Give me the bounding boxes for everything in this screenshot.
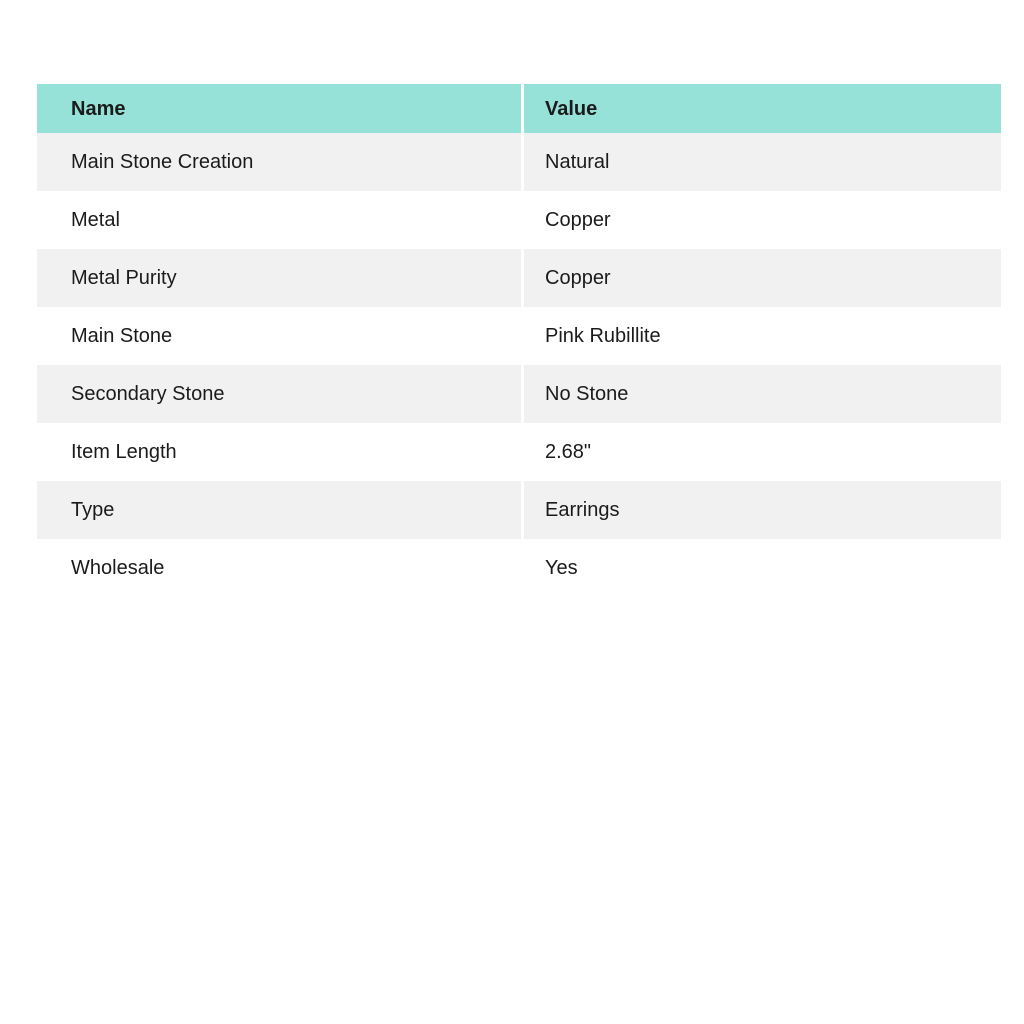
table-row <box>37 307 1001 365</box>
table-row <box>37 481 1001 539</box>
table-row <box>37 539 1001 597</box>
table-header-row <box>37 84 1001 133</box>
row-value-cell: Natural <box>524 133 1001 191</box>
header-cell-name: Name <box>37 84 521 133</box>
row-name-cell: Secondary Stone <box>37 365 521 423</box>
row-name-cell: Metal <box>37 191 521 249</box>
row-name-cell: Metal Purity <box>37 249 521 307</box>
row-name-cell: Main Stone Creation <box>37 133 521 191</box>
header-cell-value: Value <box>524 84 1001 133</box>
row-value-cell: Earrings <box>524 481 1001 539</box>
row-value-cell: No Stone <box>524 365 1001 423</box>
row-name-cell: Item Length <box>37 423 521 481</box>
row-name-cell: Wholesale <box>37 539 521 597</box>
row-value-cell: Pink Rubillite <box>524 307 1001 365</box>
row-value-cell: Copper <box>524 249 1001 307</box>
table-row <box>37 249 1001 307</box>
table-row <box>37 365 1001 423</box>
table-row <box>37 423 1001 481</box>
row-value-cell: Copper <box>524 191 1001 249</box>
row-name-cell: Type <box>37 481 521 539</box>
row-name-cell: Main Stone <box>37 307 521 365</box>
row-value-cell: Yes <box>524 539 1001 597</box>
table-row <box>37 133 1001 191</box>
row-value-cell: 2.68" <box>524 423 1001 481</box>
table-row <box>37 191 1001 249</box>
spec-table <box>37 84 1001 597</box>
